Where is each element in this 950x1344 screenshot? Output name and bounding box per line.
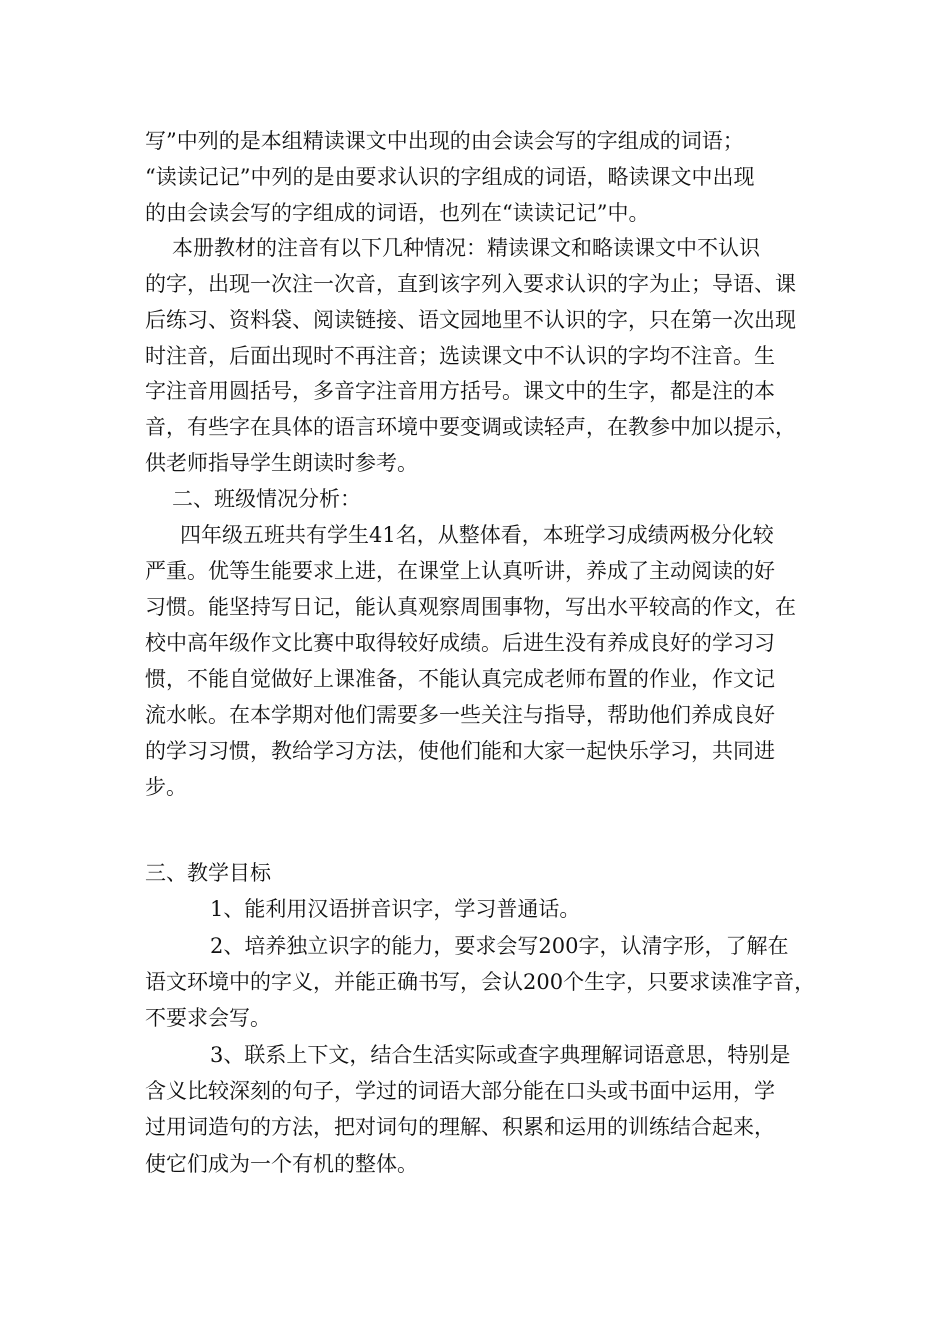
- text-line: 习惯。能坚持写日记，能认真观察周围事物，写出水平较高的作文，在: [145, 595, 796, 619]
- text-line: 不要求会写。: [145, 1006, 271, 1030]
- text-line: 2、培养独立识字的能力，要求会写200字，认清字形，了解在: [210, 934, 789, 958]
- text-line: 语文环境中的字义，并能正确书写，会认200个生字，只要求读准字音，: [145, 970, 816, 994]
- text-line: 步。: [145, 775, 187, 799]
- section-heading: 三、教学目标: [145, 861, 271, 885]
- text-line: 1、能利用汉语拼音识字，学习普通话。: [210, 897, 581, 921]
- text-line: 时注音，后面出现时不再注音；选读课文中不认识的字均不注音。生: [145, 344, 775, 368]
- text-line: 四年级五班共有学生41名，从整体看，本班学习成绩两极分化较: [180, 523, 774, 547]
- text-line: 严重。优等生能要求上进，在课堂上认真听讲，养成了主动阅读的好: [145, 559, 775, 583]
- text-line: 供老师指导学生朗读时参考。: [145, 451, 418, 475]
- text-line: 后练习、资料袋、阅读链接、语文园地里不认识的字，只在第一次出现: [145, 308, 796, 332]
- text-line: 惯，不能自觉做好上课准备，不能认真完成老师布置的作业，作文记: [145, 667, 775, 691]
- text-line: “读读记记”中列的是由要求认识的字组成的词语，略读课文中出现: [145, 165, 755, 189]
- text-line: 的学习习惯，教给学习方法，使他们能和大家一起快乐学习，共同进: [145, 739, 775, 763]
- text-line: 流水帐。在本学期对他们需要多一些关注与指导，帮助他们养成良好: [145, 703, 775, 727]
- text-line: 的字，出现一次注一次音，直到该字列入要求认识的字为止；导语、课: [145, 272, 796, 296]
- text-line: 3、联系上下文，结合生活实际或查字典理解词语意思，特别是: [210, 1043, 791, 1067]
- text-line: 写”中列的是本组精读课文中出现的由会读会写的字组成的词语；: [145, 129, 744, 153]
- text-line: 音，有些字在具体的语言环境中要变调或读轻声，在教参中加以提示，: [145, 415, 796, 439]
- text-line: 校中高年级作文比赛中取得较好成绩。后进生没有养成良好的学习习: [145, 631, 775, 655]
- section-heading: 二、班级情况分析：: [172, 487, 361, 511]
- text-line: 含义比较深刻的句子，学过的词语大部分能在口头或书面中运用，学: [145, 1079, 775, 1103]
- text-line: 使它们成为一个有机的整体。: [145, 1152, 418, 1176]
- text-line: 的由会读会写的字组成的词语，也列在“读读记记”中。: [145, 201, 650, 225]
- text-line: 本册教材的注音有以下几种情况：精读课文和略读课文中不认识: [172, 236, 760, 260]
- text-line: 过用词造句的方法，把对词句的理解、积累和运用的训练结合起来，: [145, 1115, 775, 1139]
- text-line: 字注音用圆括号，多音字注音用方括号。课文中的生字，都是注的本: [145, 379, 775, 403]
